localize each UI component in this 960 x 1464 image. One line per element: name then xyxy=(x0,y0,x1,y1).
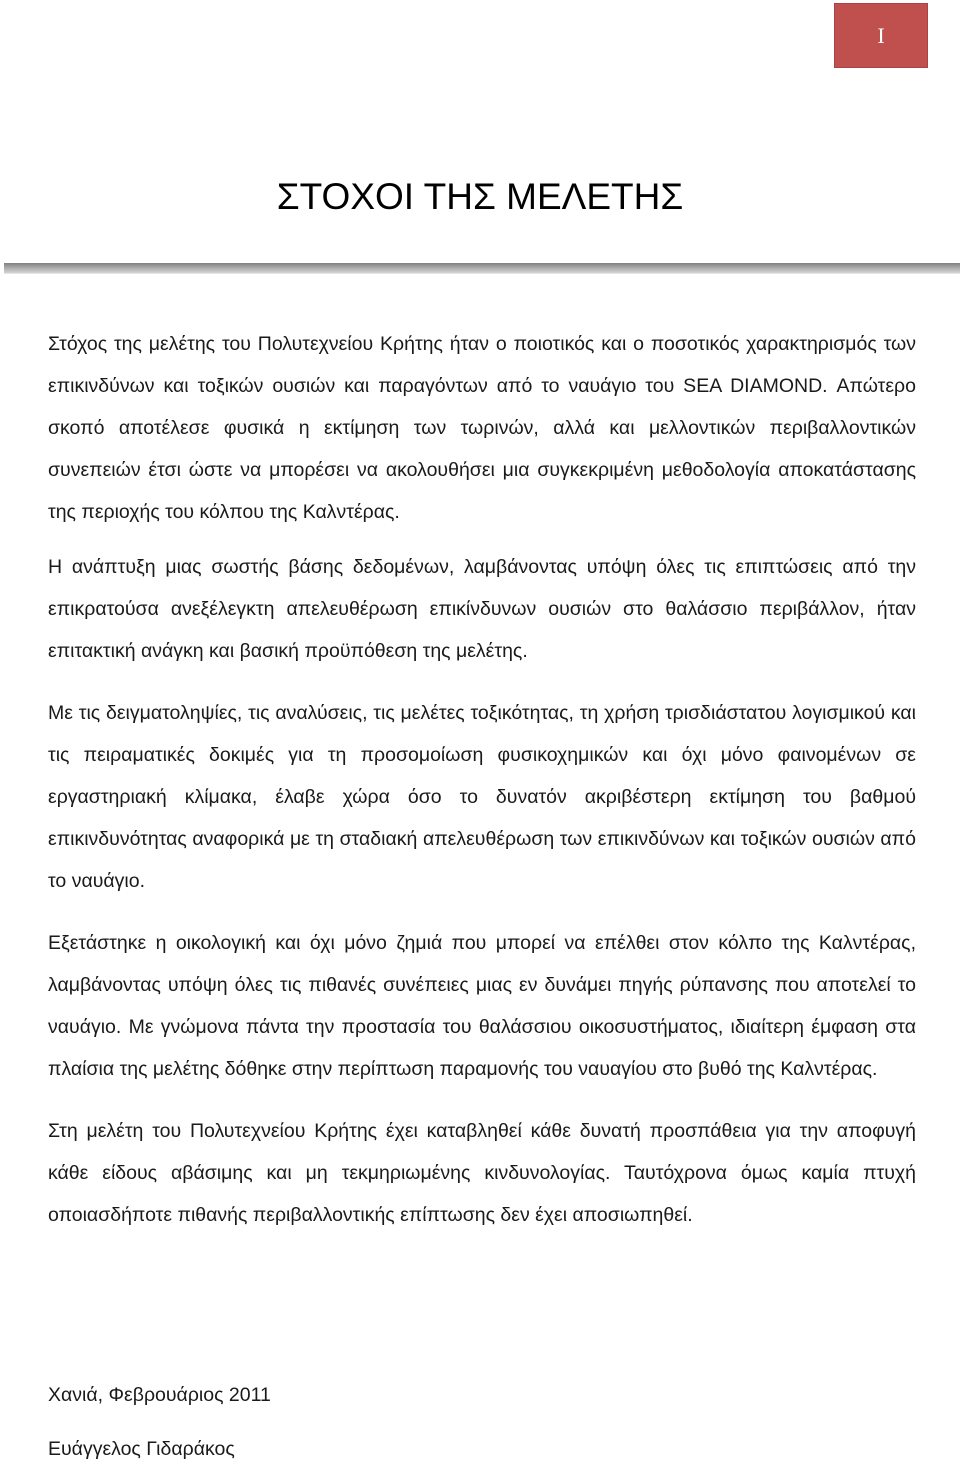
signoff-author: Ευάγγελος Γιδαράκος xyxy=(48,1438,235,1460)
page-title: ΣΤΟΧΟΙ ΤΗΣ ΜΕΛΕΤΗΣ xyxy=(276,176,684,217)
title-divider xyxy=(4,263,960,274)
paragraph-conclusion: Στη μελέτη του Πολυτεχνείου Κρήτης έχει καταβληθεί κάθε δυνατή προσπάθεια για την αποφυγή κάθε είδους αβάσιμης και μη τεκμηριωμένης κινδυνολογίας. Ταυτόχρονα όμως καμία πτυχή οποιασδήποτε πιθανής περιβαλλοντικής επίπτωσης δεν έχει αποσιωπηθεί. xyxy=(48,1120,916,1226)
signoff-place-date: Χανιά, Φεβρουάριος 2011 xyxy=(48,1384,271,1406)
paragraph-study-goal: Στόχος της μελέτης του Πολυτεχνείου Κρήτης ήταν ο ποιοτικός και ο ποσοτικός χαρακτηρισμός των επικινδύνων και τοξικών ουσιών και παραγόντων από το ναυάγιο του SEA DIAMOND. Απώτερο σκοπό αποτέλεσε φυσικά η εκτίμηση των τωρινών, αλλά και μελλοντικών περιβαλλοντικών συνεπειών έτσι ώστε να μπορέσει να ακολουθήσει μια συγκεκριμένη μεθοδολογία αποκατάστασης της περιοχής του κόλπου της Καλντέρας. xyxy=(48,333,916,523)
paragraph-database: Η ανάπτυξη μιας σωστής βάσης δεδομένων, λαμβάνοντας υπόψη όλες τις επιπτώσεις από την επικρατούσα ανεξέλεγκτη απελευθέρωση επικίνδυνων ουσιών στο θαλάσσιο περιβάλλον, ήταν επιτακτική ανάγκη και βασική προϋπόθεση της μελέτης. xyxy=(48,556,916,662)
document-body xyxy=(48,323,916,1236)
paragraph-methods: Με τις δειγματοληψίες, τις αναλύσεις, τις μελέτες τοξικότητας, τη χρήση τρισδιάστατου λογισμικού και τις πειραματικές δοκιμές για τη προσομοίωση φυσικοχημικών και όχι μόνο φαινομένων σε εργαστηριακή κλίμακα, έλαβε χώρα όσο το δυνατόν ακριβέστερη εκτίμηση του βαθμού επικινδυνότητας αναφορικά με τη σταδιακή απελευθέρωση των επικινδύνων και τοξικών ουσιών από το ναυάγιο. xyxy=(48,702,916,892)
page-number-label: I xyxy=(877,22,885,48)
page-number-tab xyxy=(834,3,928,68)
paragraph-ecological-impact: Εξετάστηκε η οικολογική και όχι μόνο ζημιά που μπορεί να επέλθει στον κόλπο της Καλντέρας, λαμβάνοντας υπόψη όλες τις πιθανές συνέπειες μιας εν δυνάμει πηγής ρύπανσης που αποτελεί το ναυάγιο. Με γνώμονα πάντα την προστασία του θαλάσσιου οικοσυστήματος, ιδιαίτερη έμφαση στα πλαίσια της μελέτης δόθηκε στην περίπτωση παραμονής του ναυαγίου στο βυθό της Καλντέρας. xyxy=(48,932,916,1080)
